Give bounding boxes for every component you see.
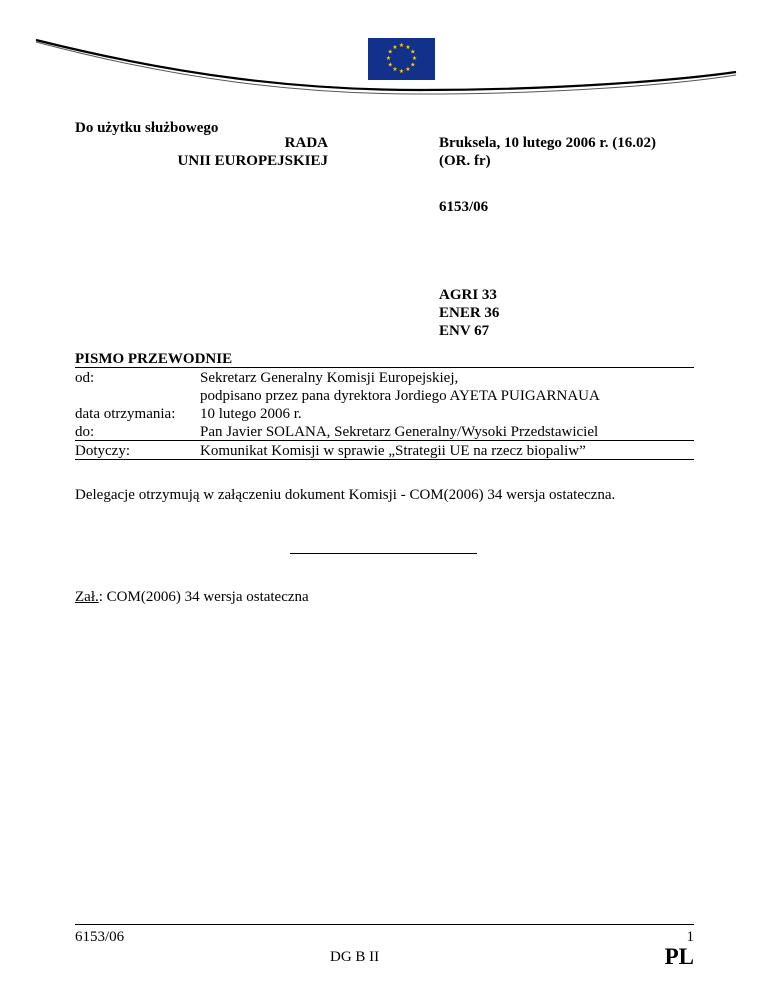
footer-divider: [75, 924, 694, 925]
code-item: ENER 36: [439, 305, 500, 321]
usage-note: Do użytku służbowego: [75, 120, 219, 136]
svg-text:★: ★: [385, 55, 392, 62]
subject-codes: [439, 286, 499, 340]
original-language: (OR. fr): [439, 153, 491, 169]
footer-page-number: 1: [686, 929, 694, 945]
code-item: AGRI 33: [439, 287, 497, 303]
svg-text:★: ★: [398, 42, 405, 49]
enclosure-label: Zał.: [75, 589, 99, 605]
svg-text:★: ★: [411, 55, 418, 62]
svg-text:★: ★: [392, 66, 398, 74]
subject-value: Komunikat Komisji w sprawie „Strategii UE na rzecz biopaliw”: [200, 443, 586, 459]
svg-text:★: ★: [410, 48, 416, 56]
document-number: 6153/06: [439, 199, 489, 215]
eu-flag-logo: [368, 38, 435, 80]
council-name: [150, 134, 328, 170]
eu-stars-icon: [368, 38, 435, 80]
to-value: Pan Javier SOLANA, Sekretarz Generalny/Wysoki Przedstawiciel: [200, 424, 599, 440]
svg-text:★: ★: [405, 43, 411, 51]
from-value-1: Sekretarz Generalny Komisji Europejskiej,: [200, 370, 459, 386]
svg-text:★: ★: [410, 61, 416, 69]
svg-text:★: ★: [398, 68, 405, 75]
date-block: [439, 134, 656, 170]
footer-doc-number: 6153/06: [75, 929, 125, 945]
enclosure-line: [75, 588, 309, 606]
enclosure-text: : COM(2006) 34 wersja ostateczna: [98, 589, 309, 605]
code-item: ENV 67: [439, 323, 490, 339]
svg-text:★: ★: [387, 48, 393, 56]
cover-note-title: PISMO PRZEWODNIE: [75, 351, 233, 367]
divider: [75, 367, 694, 368]
svg-text:★: ★: [387, 61, 393, 69]
separator-line: [290, 553, 477, 554]
svg-text:★: ★: [405, 66, 411, 74]
from-label: od:: [75, 370, 95, 386]
svg-text:★: ★: [392, 43, 398, 51]
received-label: data otrzymania:: [75, 406, 176, 422]
divider: [75, 440, 694, 441]
received-value: 10 lutego 2006 r.: [200, 406, 302, 422]
to-label: do:: [75, 424, 95, 440]
from-value-2: podpisano przez pana dyrektora Jordiego AYETA PUIGARNAUA: [200, 388, 600, 404]
footer-language: PL: [664, 944, 694, 969]
body-paragraph: Delegacje otrzymują w załączeniu dokument Komisji - COM(2006) 34 wersja ostateczna.: [75, 487, 616, 503]
date-line: Bruksela, 10 lutego 2006 r. (16.02): [439, 135, 656, 151]
footer-directorate: DG B II: [330, 949, 380, 965]
council-line-1: RADA: [284, 135, 328, 151]
subject-label: Dotyczy:: [75, 443, 130, 459]
council-line-2: UNII EUROPEJSKIEJ: [177, 153, 328, 169]
divider: [75, 459, 694, 460]
